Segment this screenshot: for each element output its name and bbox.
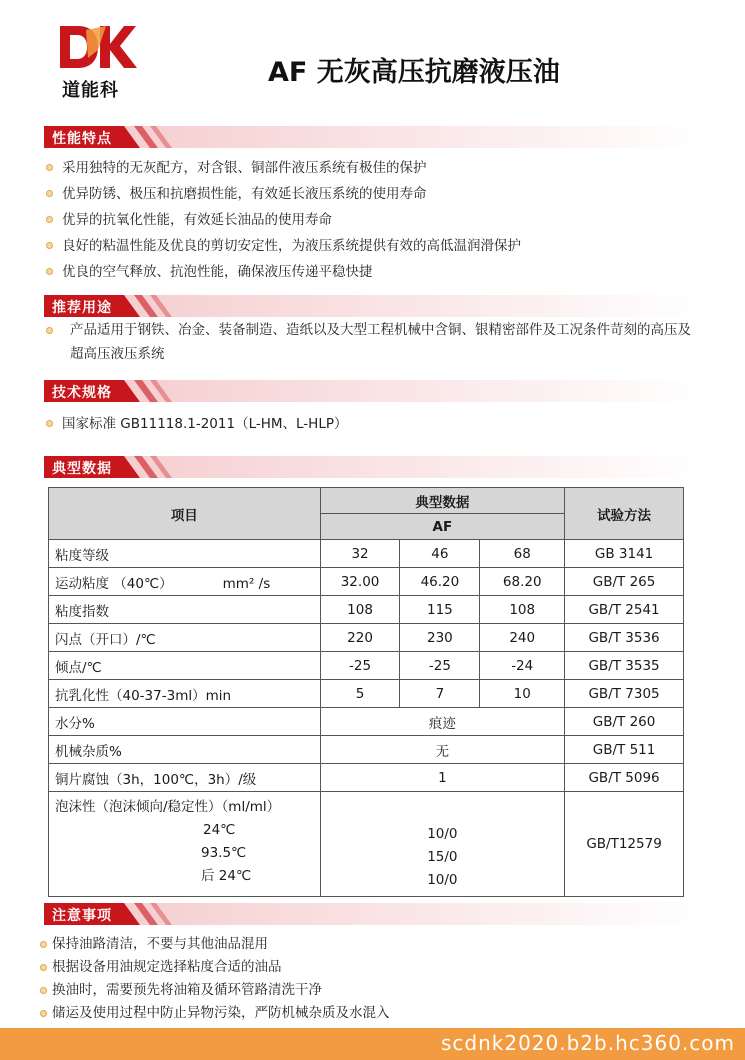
foam-value: 10/0: [427, 826, 458, 842]
section-title: 典型数据: [52, 461, 112, 477]
table-row: 闪点（开口）/℃ 220 230 240 GB/T 3536: [49, 624, 684, 652]
list-item: 保持油路清洁，不要与其他油品混用: [40, 933, 710, 956]
table-header-sub: AF: [320, 514, 565, 540]
foam-sub-label: 93.5℃: [201, 845, 247, 861]
table-row: 粘度指数 108 115 108 GB/T 2541: [49, 596, 684, 624]
foam-sub-label: 后 24℃: [201, 868, 252, 884]
table-header-item: 项目: [49, 488, 321, 540]
bullet-dot-icon: [40, 941, 47, 948]
section-title: 技术规格: [52, 385, 112, 401]
list-item: 储运及使用过程中防止异物污染，严防机械杂质及水混入: [40, 1002, 710, 1025]
bullet-dot-icon: [40, 987, 47, 994]
features-list: [44, 155, 714, 285]
spec-list: [44, 411, 714, 437]
table-row: 机械杂质% 无 GB/T 511: [49, 736, 684, 764]
list-item: 根据设备用油规定选择粘度合适的油品: [40, 956, 710, 979]
table-row: 运动粘度 （40℃） mm² /s 32.00 46.20 68.20 GB/T 265: [49, 568, 684, 596]
table-row: 铜片腐蚀（3h，100℃，3h）/级 1 GB/T 5096: [49, 764, 684, 792]
table-row: 倾点/℃ -25 -25 -24 GB/T 3535: [49, 652, 684, 680]
brand-logo: [58, 24, 138, 100]
page-title: AF 无灰高压抗磨液压油: [268, 57, 560, 88]
section-banner: [44, 126, 704, 148]
section-header-notes: [44, 903, 704, 925]
logo-dk-icon: [58, 24, 138, 70]
bullet-dot-icon: [40, 1010, 47, 1017]
foam-value: 15/0: [427, 849, 458, 865]
table-row-foam: 泡沫性（泡沫倾向/稳定性）（ml/ml） 24℃ 93.5℃ 后 24℃ 10/0 15/0 10/0 GB/T12579: [49, 792, 684, 897]
section-header-spec: [44, 380, 704, 402]
section-banner: [44, 456, 704, 478]
usage-list: [44, 318, 704, 366]
list-item: 优异的抗氧化性能，有效延长油品的使用寿命: [44, 207, 714, 233]
list-item: 产品适用于钢铁、冶金、装备制造、造纸以及大型工程机械中含铜、银精密部件及工况条件苛刻的高压及超高压液压系统: [44, 318, 704, 366]
foam-sub-label: 24℃: [203, 822, 236, 838]
bullet-dot-icon: [46, 190, 53, 197]
section-banner: [44, 903, 704, 925]
section-title: 推荐用途: [52, 300, 112, 316]
section-banner: [44, 380, 704, 402]
table-header-method: 试验方法: [565, 488, 684, 540]
bullet-dot-icon: [40, 964, 47, 971]
list-item: 优异防锈、极压和抗磨损性能，有效延长液压系统的使用寿命: [44, 181, 714, 207]
watermark-text: scdnk2020.b2b.hc360.com: [440, 1031, 735, 1055]
bullet-dot-icon: [46, 327, 53, 334]
bullet-dot-icon: [46, 268, 53, 275]
bullet-dot-icon: [46, 216, 53, 223]
table-header-data: 典型数据: [320, 488, 565, 514]
section-header-data: [44, 456, 704, 478]
bullet-dot-icon: [46, 242, 53, 249]
table-row: 抗乳化性（40-37-3ml）min 5 7 10 GB/T 7305: [49, 680, 684, 708]
table-row: 水分% 痕迹 GB/T 260: [49, 708, 684, 736]
list-item: 国家标准 GB11118.1-2011（L-HM、L-HLP）: [44, 411, 714, 437]
logo-name: 道能科: [62, 80, 119, 101]
bullet-dot-icon: [46, 420, 53, 427]
list-item: 采用独特的无灰配方，对含银、铜部件液压系统有极佳的保护: [44, 155, 714, 181]
section-title: 性能特点: [52, 131, 112, 147]
section-header-usage: [44, 295, 704, 317]
foam-value: 10/0: [427, 872, 458, 888]
notes-list: [40, 933, 710, 1025]
section-banner: [44, 295, 704, 317]
section-title: 注意事项: [52, 908, 112, 924]
list-item: 优良的空气释放、抗泡性能，确保液压传递平稳快捷: [44, 259, 714, 285]
bullet-dot-icon: [46, 164, 53, 171]
foam-label: 泡沫性（泡沫倾向/稳定性）（ml/ml）: [55, 799, 281, 815]
section-header-features: [44, 126, 704, 148]
watermark-bar: [0, 1028, 745, 1060]
list-item: 良好的粘温性能及优良的剪切安定性，为液压系统提供有效的高低温润滑保护: [44, 233, 714, 259]
table-row: 粘度等级 32 46 68 GB 3141: [49, 540, 684, 568]
typical-data-table: [48, 487, 684, 897]
list-item: 换油时，需要预先将油箱及循环管路清洗干净: [40, 979, 710, 1002]
